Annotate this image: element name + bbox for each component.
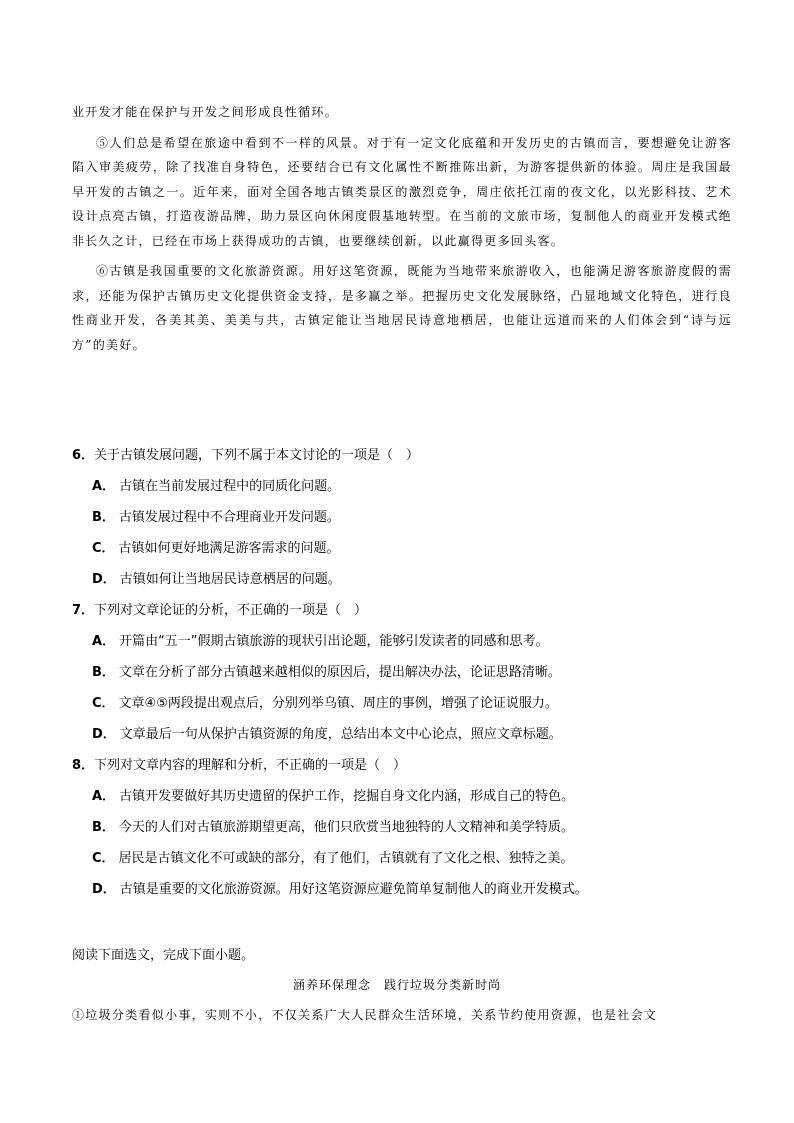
question-6 [72,440,732,595]
option-c[interactable]: C． 古镇如何更好地满足游客需求的问题。 [92,541,340,556]
reading-instruction: 阅读下面选文，完成下面小题。 [72,948,255,963]
question-8 [72,750,732,905]
question-text: 下列对文章内容的理解和分析，不正确的一项是（ ） [94,758,407,773]
option-a[interactable]: A． 古镇在当前发展过程中的同质化问题。 [92,479,341,494]
question-text: 下列对文章论证的分析，不正确的一项是（ ） [94,603,368,618]
option-a[interactable]: A． 开篇由“五一”假期古镇旅游的现状引出论题，能够引发读者的同感和思考。 [92,634,549,649]
option-a[interactable]: A． 古镇开发要做好其历史遗留的保护工作，挖掘自身文化内涵，形成自己的特色。 [92,789,575,804]
article-paragraph-1: ①垃圾分类看似小事，实则不小，不仅关系广大人民群众生活环境，关系节约使用资源，也是社会文 [72,1008,658,1022]
option-b[interactable]: B． 文章在分析了部分古镇越来越相似的原因后，提出解决办法，论证思路清晰。 [92,665,561,680]
option-d[interactable]: D． 文章最后一句从保护古镇资源的角度，总结出本文中心论点，照应文章标题。 [92,727,562,742]
passage-paragraph-continued: 业开发才能在保护与开发之间形成良性循环。 [72,105,339,119]
question-number: 6． [72,448,95,463]
questions [72,440,732,905]
question-number: 8． [72,758,95,773]
question-number: 7． [72,603,95,618]
passage-paragraph-6: ⑥古镇是我国重要的文化旅游资源。用好这笔资源，既能为当地带来旅游收入，也能满足游客旅游度假的需求，还能为保护古镇历史文化提供资金支持，是多赢之举。把握历史文化发展脉络，凸显地域文化特色，进行良性商业开发，各美其美、美美与共，古镇定能让当地居民诗意地栖居，也能让远道而来的人们体会到“诗与远方”的美好。 [72,264,732,352]
option-c[interactable]: C． 文章④⑤两段提出观点后，分别列举乌镇、周庄的事例，增强了论证说服力。 [92,696,558,711]
option-b[interactable]: B． 古镇发展过程中不合理商业开发问题。 [92,510,340,525]
question-text: 关于古镇发展问题，下列不属于本文讨论的一项是（ ） [94,448,420,463]
question-7 [72,595,732,750]
option-d[interactable]: D． 古镇如何让当地居民诗意栖居的问题。 [92,572,341,587]
option-d[interactable]: D． 古镇是重要的文化旅游资源。用好这笔资源应避免简单复制他人的商业开发模式。 [92,882,588,897]
article-title: 涵养环保理念 践行垃圾分类新时尚 [292,978,501,992]
option-c[interactable]: C． 居民是古镇文化不可或缺的部分，有了他们，古镇就有了文化之根、独特之美。 [92,851,574,866]
passage [72,100,732,357]
passage-paragraph-5: ⑤人们总是希望在旅途中看到不一样的风景。对于有一定文化底蕴和开发历史的古镇而言，要想避免让游客陷入审美疲劳，除了找准自身特色，还要结合已有文化属性不断推陈出新，为游客提供新的体验。周庄是我国最早开发的古镇之一。近年来，面对全国各地古镇类景区的激烈竞争，周庄依托江南的夜文化，以光影科技、艺术设计点亮古镇，打造夜游品牌，助力景区向休闲度假基地转型。在当前的文旅市场，复制他人的商业开发模式绝非长久之计，已经在市场上获得成功的古镇，也要继续创新，以此赢得更多回头客。 [72,135,732,248]
option-b[interactable]: B． 今天的人们对古镇旅游期望更高，他们只欣赏当地独特的人文精神和美学特质。 [92,820,574,835]
